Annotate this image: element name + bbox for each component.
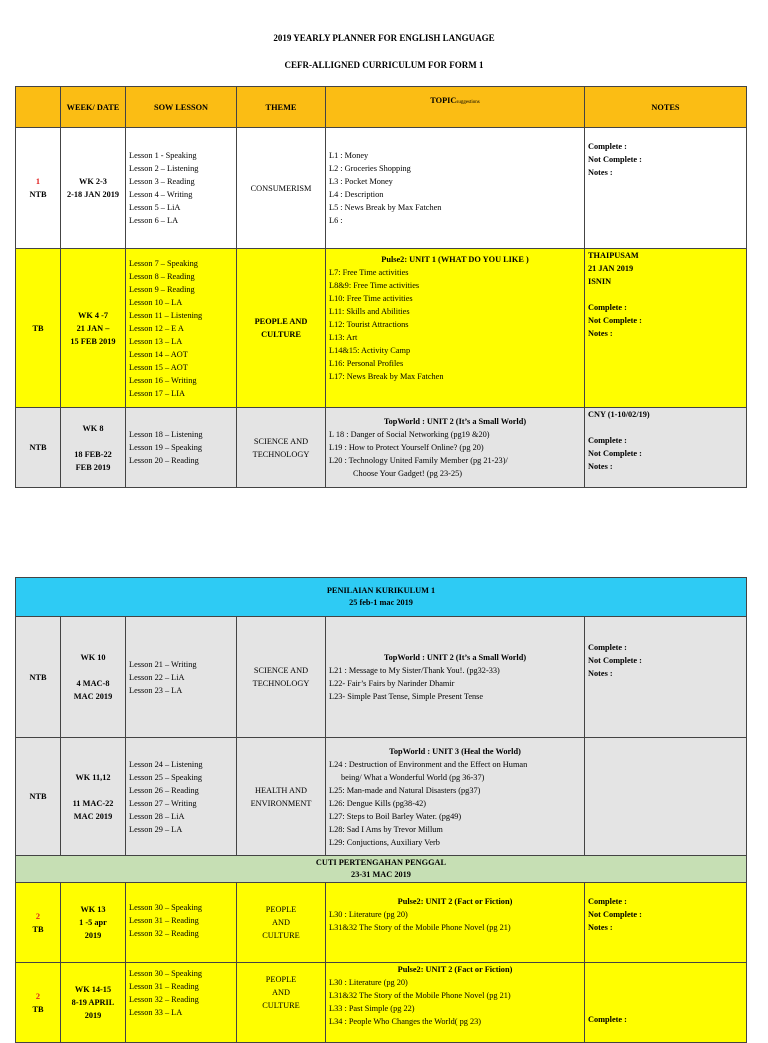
row-topics: L1 : Money L2 : Groceries Shopping L3 : Pocket Money L4 : Description L5 : News Break by Max Fatchen L6 : [326, 128, 585, 249]
row-topics: Pulse2: UNIT 2 (Fact or Fiction) L30 : Literature (pg 20) L31&32 The Story of the Mobile Phone Novel (pg 21) L33 : Past Simple (pg 22) L34 : People Who Changes the World( pg 23) [326, 963, 585, 1043]
planner-table-1 [15, 86, 747, 488]
row-week: WK 2-3 2-18 JAN 2019 [61, 128, 126, 249]
row-theme: CONSUMERISM [237, 128, 326, 249]
row-theme: SCIENCE AND TECHNOLOGY [237, 617, 326, 738]
row-topics: TopWorld : UNIT 2 (It’s a Small World) L21 : Message to My Sister/Thank You!. (pg32-33) L22- Fair’s Fairs by Narinder Dhamir L23- Simple Past Tense, Simple Present Tense [326, 617, 585, 738]
row-lessons: Lesson 30 – Speaking Lesson 31 – Reading Lesson 32 – Reading [126, 883, 237, 963]
row-theme: HEALTH AND ENVIRONMENT [237, 738, 326, 856]
col-theme: THEME [237, 87, 326, 128]
row-notes [585, 738, 747, 856]
row-notes: Complete : Not Complete : Notes : [585, 617, 747, 738]
row-lessons: Lesson 21 – Writing Lesson 22 – LiA Lesson 23 – LA [126, 617, 237, 738]
row-type: NTB [16, 617, 61, 738]
assessment-band: PENILAIAN KURIKULUM 1 25 feb-1 mac 2019 [16, 578, 747, 617]
row-week: WK 13 1 -5 apr 2019 [61, 883, 126, 963]
col-topic: TOPICsuggestions [326, 87, 585, 128]
col-notes: NOTES [585, 87, 747, 128]
table-row [16, 128, 747, 249]
row-topics: Pulse2: UNIT 1 (WHAT DO YOU LIKE ) L7: Free Time activities L8&9: Free Time activities L10: Free Time activities L11: Skills and Abilities L12: Tourist Attractions L13: Art L14&15: Activity Camp L16: Personal Profiles L17: News Break by Max Fatchen [326, 249, 585, 408]
col-week: WEEK/ DATE [61, 87, 126, 128]
row-topics: TopWorld : UNIT 3 (Heal the World) L24 : Destruction of Environment and the Effect on Human being/ What a Wonderful World (pg 36-37) L25: Man-made and Natural Disasters (pg37) L26: Dengue Kills (pg38-42) L27: Steps to Boil Barley Water. (pg49) L28: Sad I Ams by Trevor Millum L29: Conjuctions, Auxiliary Verb [326, 738, 585, 856]
row-lessons: Lesson 7 – Speaking Lesson 8 – Reading Lesson 9 – Reading Lesson 10 – LA Lesson 11 – Listening Lesson 12 – E A Lesson 13 – LA Lesson 14 – AOT Lesson 15 – AOT Lesson 16 – Writing Lesson 17 – LIA [126, 249, 237, 408]
row-theme: SCIENCE AND TECHNOLOGY [237, 408, 326, 488]
row-theme: PEOPLE AND CULTURE [237, 963, 326, 1043]
row-week: WK 8 18 FEB-22 FEB 2019 [61, 408, 126, 488]
topic-suggestions-note: suggestions [456, 100, 480, 105]
table-row [16, 408, 747, 488]
row-lessons: Lesson 24 – Listening Lesson 25 – Speaking Lesson 26 – Reading Lesson 27 – Writing Lesson 28 – LiA Lesson 29 – LA [126, 738, 237, 856]
row-topics: TopWorld : UNIT 2 (It’s a Small World) L 18 : Danger of Social Networking (pg19 &20) L19 : How to Protect Yourself Online? (pg 20) L20 : Technology United Family Member (pg 21-23)/ Choose Your Gadget! (pg 23-25) [326, 408, 585, 488]
row-lessons: Lesson 30 – Speaking Lesson 31 – Reading Lesson 32 – Reading Lesson 33 – LA [126, 963, 237, 1043]
table-row [16, 738, 747, 856]
planner-table-2 [15, 577, 747, 1043]
row-notes: Complete : Not Complete : Notes : [585, 883, 747, 963]
row-week: WK 4 -7 21 JAN – 15 FEB 2019 [61, 249, 126, 408]
table-row [16, 963, 747, 1043]
row-week: WK 10 4 MAC-8 MAC 2019 [61, 617, 126, 738]
row-type: 2 TB [16, 883, 61, 963]
page-title: 2019 YEARLY PLANNER FOR ENGLISH LANGUAGE [273, 33, 495, 43]
col-num [16, 87, 61, 128]
table-row [16, 249, 747, 408]
row-topics: Pulse2: UNIT 2 (Fact or Fiction) L30 : Literature (pg 20) L31&32 The Story of the Mobile Phone Novel (pg 21) [326, 883, 585, 963]
row-lessons: Lesson 1 - Speaking Lesson 2 – Listening Lesson 3 – Reading Lesson 4 – Writing Lesson 5 – LiA Lesson 6 – LA [126, 128, 237, 249]
row-week: WK 14-15 8-19 APRIL 2019 [61, 963, 126, 1043]
row-notes: Complete : [585, 963, 747, 1043]
table-row [16, 883, 747, 963]
col-sow: SOW LESSON [126, 87, 237, 128]
row-type: TB [16, 249, 61, 408]
row-week: WK 11,12 11 MAC-22 MAC 2019 [61, 738, 126, 856]
row-type: 2 TB [16, 963, 61, 1043]
row-notes: THAIPUSAM 21 JAN 2019 ISNIN Complete : Not Complete : Notes : [585, 249, 747, 408]
holiday-band: CUTI PERTENGAHAN PENGGAL 23-31 MAC 2019 [16, 856, 747, 883]
table-row [16, 617, 747, 738]
row-notes: Complete : Not Complete : Notes : [585, 128, 747, 249]
row-theme: PEOPLE AND CULTURE [237, 883, 326, 963]
row-lessons: Lesson 18 – Listening Lesson 19 – Speaking Lesson 20 – Reading [126, 408, 237, 488]
row-theme: PEOPLE AND CULTURE [237, 249, 326, 408]
page-subtitle: CEFR-ALLIGNED CURRICULUM FOR FORM 1 [284, 60, 484, 70]
row-notes: CNY (1-10/02/19) Complete : Not Complete : Notes : [585, 408, 747, 488]
row-type: 1 NTB [16, 128, 61, 249]
row-type: NTB [16, 408, 61, 488]
header-row [16, 87, 747, 128]
row-type: NTB [16, 738, 61, 856]
